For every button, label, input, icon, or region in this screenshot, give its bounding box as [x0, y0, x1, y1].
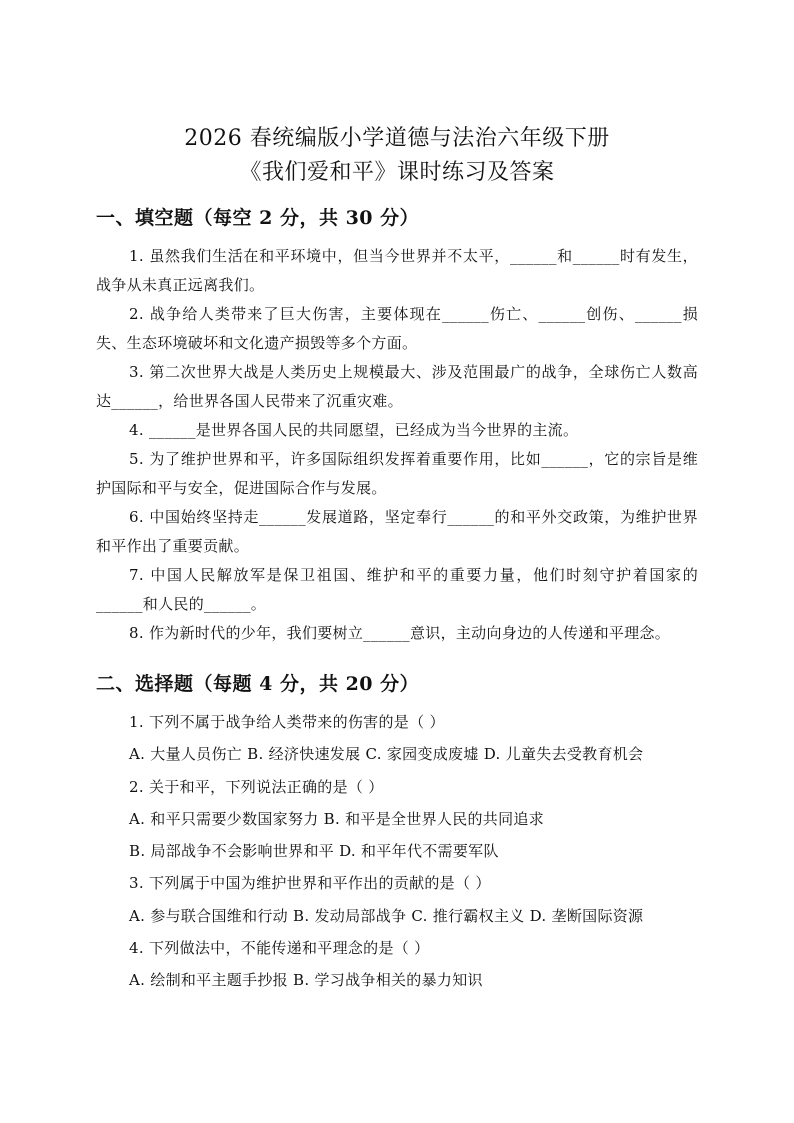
fill-in-question-6: 6. 中国始终坚持走______发展道路，坚定奉行______的和平外交政策，为维护世界和平作出了重要贡献。	[96, 508, 698, 555]
fill-in-question-list	[96, 242, 698, 648]
fill-in-question-2: 2. 战争给人类带来了巨大伤害，主要体现在______伤亡、______创伤、______损失、生态环境破坏和文化遗产损毁等多个方面。	[96, 305, 698, 352]
choice-options-1: A. 大量人员伤亡 B. 经济快速发展 C. 家园变成废墟 D. 儿童失去受教育机会	[129, 745, 644, 764]
multiple-choice-list	[96, 706, 698, 997]
choice-options-3: A. 参与联合国维和行动 B. 发动局部战争 C. 推行霸权主义 D. 垄断国际资源	[129, 906, 644, 925]
choice-options-4: A. 绘制和平主题手抄报 B. 学习战争相关的暴力知识	[129, 971, 483, 990]
fill-in-question-4: 4. ______是世界各国人民的共同愿望，已经成为当今世界的主流。	[129, 421, 579, 439]
fill-in-question-7: 7. 中国人民解放军是保卫祖国、维护和平的重要力量，他们时刻守护着国家的______和人民的______。	[96, 566, 698, 613]
document-title	[96, 122, 698, 190]
choice-options-2a: A. 和平只需要少数国家努力 B. 和平是全世界人民的共同追求	[129, 809, 544, 828]
choice-question-2: 2. 关于和平，下列说法正确的是（ ）	[129, 777, 384, 796]
choice-question-4: 4. 下列做法中，不能传递和平理念的是（ ）	[129, 939, 430, 958]
fill-in-question-8: 8. 作为新时代的少年，我们要树立______意识，主动向身边的人传递和平理念。	[129, 624, 671, 642]
title-line-2: 《我们爱和平》课时练习及答案	[239, 160, 555, 185]
fill-in-question-5: 5. 为了维护世界和平，许多国际组织发挥着重要作用，比如______，它的宗旨是维护国际和平与安全，促进国际合作与发展。	[96, 450, 698, 497]
choice-question-1: 1. 下列不属于战争给人类带来的伤害的是（ ）	[129, 713, 445, 731]
fill-in-question-1: 1. 虽然我们生活在和平环境中，但当今世界并不太平，______和______时有发生，战争从未真正远离我们。	[96, 247, 698, 294]
fill-in-question-3: 3. 第二次世界大战是人类历史上规模最大、涉及范围最广的战争，全球伤亡人数高达______，给世界各国人民带来了沉重灾难。	[96, 363, 698, 410]
section-heading-fill-in: 一、填空题（每空 2 分，共 30 分）	[96, 207, 420, 229]
choice-question-3: 3. 下列属于中国为维护世界和平作出的贡献的是（ ）	[129, 874, 491, 893]
choice-options-2b: B. 局部战争不会影响世界和平 D. 和平年代不需要军队	[129, 842, 499, 861]
section-heading-multiple-choice: 二、选择题（每题 4 分，共 20 分）	[96, 673, 420, 695]
title-line-1: 2026 春统编版小学道德与法治六年级下册	[184, 126, 610, 151]
